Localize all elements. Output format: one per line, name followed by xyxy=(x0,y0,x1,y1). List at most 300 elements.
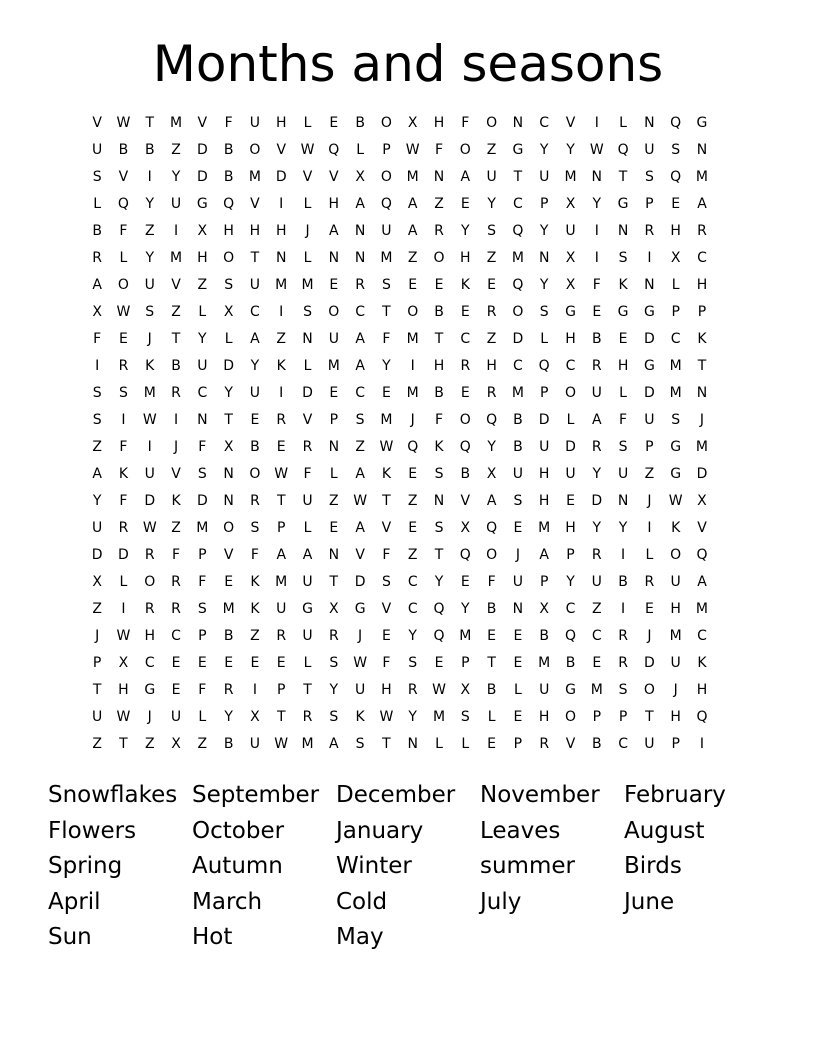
grid-cell[interactable]: S xyxy=(119,385,128,401)
grid-cell[interactable]: Z xyxy=(329,493,339,509)
grid-cell[interactable]: K xyxy=(355,709,365,725)
grid-cell[interactable]: P xyxy=(382,142,391,158)
grid-cell[interactable]: G xyxy=(643,358,655,374)
grid-cell[interactable]: I xyxy=(647,520,652,536)
grid-cell[interactable]: T xyxy=(119,736,128,752)
grid-cell[interactable]: U xyxy=(92,142,103,158)
grid-cell[interactable]: C xyxy=(144,655,155,671)
grid-cell[interactable]: H xyxy=(275,223,287,239)
grid-cell[interactable]: C xyxy=(618,736,628,752)
grid-cell[interactable]: U xyxy=(302,493,313,509)
grid-cell[interactable]: B xyxy=(223,736,234,752)
grid-cell[interactable]: G xyxy=(565,304,576,320)
grid-cell[interactable]: S xyxy=(644,169,654,185)
grid-cell[interactable]: F xyxy=(434,142,444,158)
grid-cell[interactable]: B xyxy=(591,331,602,347)
grid-cell[interactable]: C xyxy=(407,601,418,617)
grid-cell[interactable]: R xyxy=(434,223,444,239)
grid-cell[interactable]: K xyxy=(697,655,707,671)
grid-cell[interactable]: U xyxy=(92,709,103,725)
grid-cell[interactable]: C xyxy=(250,304,260,320)
grid-cell[interactable]: O xyxy=(249,466,261,482)
grid-cell[interactable]: A xyxy=(92,466,102,482)
grid-cell[interactable]: P xyxy=(645,439,654,455)
grid-cell[interactable]: W xyxy=(353,493,368,509)
grid-cell[interactable]: R xyxy=(644,223,655,239)
grid-cell[interactable]: F xyxy=(592,277,601,293)
grid-cell[interactable]: U xyxy=(249,277,261,293)
grid-cell[interactable]: H xyxy=(538,709,550,725)
grid-cell[interactable]: A xyxy=(407,223,418,239)
grid-cell[interactable]: R xyxy=(223,682,234,698)
grid-cell[interactable]: Q xyxy=(433,601,445,617)
grid-cell[interactable]: F xyxy=(250,547,259,563)
grid-cell[interactable]: U xyxy=(276,601,287,617)
grid-cell[interactable]: I xyxy=(594,115,599,131)
grid-cell[interactable]: X xyxy=(223,304,234,320)
grid-cell[interactable]: A xyxy=(250,331,260,347)
grid-cell[interactable]: M xyxy=(275,574,288,590)
grid-cell[interactable]: Z xyxy=(486,142,497,158)
grid-cell[interactable]: L xyxy=(119,250,128,266)
grid-cell[interactable]: R xyxy=(618,655,628,671)
grid-cell[interactable]: H xyxy=(223,223,234,239)
grid-cell[interactable]: Z xyxy=(486,250,497,266)
grid-cell[interactable]: R xyxy=(644,574,655,590)
grid-cell[interactable]: N xyxy=(197,412,208,428)
grid-cell[interactable]: N xyxy=(407,736,418,752)
grid-cell[interactable]: U xyxy=(539,169,550,185)
grid-cell[interactable]: D xyxy=(591,493,603,509)
grid-cell[interactable]: Y xyxy=(250,358,260,374)
grid-cell[interactable]: N xyxy=(223,466,234,482)
grid-cell[interactable]: L xyxy=(513,682,522,698)
grid-cell[interactable]: L xyxy=(224,331,233,347)
grid-cell[interactable]: M xyxy=(695,169,709,185)
grid-cell[interactable]: P xyxy=(539,385,549,401)
grid-cell[interactable]: P xyxy=(461,655,470,671)
grid-cell[interactable]: V xyxy=(250,196,260,212)
grid-cell[interactable]: T xyxy=(697,358,707,374)
grid-cell[interactable]: L xyxy=(619,385,627,401)
grid-cell[interactable]: Q xyxy=(670,115,682,131)
grid-cell[interactable]: A xyxy=(92,277,102,293)
grid-cell[interactable]: K xyxy=(118,466,129,482)
grid-cell[interactable]: D xyxy=(196,169,208,185)
grid-cell[interactable]: E xyxy=(513,520,523,536)
grid-cell[interactable]: W xyxy=(300,142,315,158)
grid-cell[interactable]: B xyxy=(486,682,497,698)
grid-cell[interactable]: B xyxy=(513,412,523,428)
grid-cell[interactable]: M xyxy=(143,385,156,401)
grid-cell[interactable]: J xyxy=(410,412,415,428)
grid-cell[interactable]: R xyxy=(591,358,602,374)
grid-cell[interactable]: O xyxy=(564,385,576,401)
grid-cell[interactable]: O xyxy=(512,304,524,320)
grid-cell[interactable]: X xyxy=(460,682,471,698)
grid-cell[interactable]: J xyxy=(305,223,310,239)
grid-cell[interactable]: W xyxy=(274,466,289,482)
grid-cell[interactable]: F xyxy=(224,115,233,131)
grid-cell[interactable]: R xyxy=(144,601,155,617)
grid-cell[interactable]: P xyxy=(513,736,523,752)
grid-cell[interactable]: S xyxy=(92,169,102,185)
grid-cell[interactable]: Z xyxy=(407,493,418,509)
grid-cell[interactable]: D xyxy=(275,169,287,185)
grid-cell[interactable]: N xyxy=(696,142,708,158)
grid-cell[interactable]: M xyxy=(196,520,209,536)
grid-cell[interactable]: U xyxy=(617,466,629,482)
grid-cell[interactable]: B xyxy=(565,655,576,671)
grid-cell[interactable]: Z xyxy=(171,142,181,158)
grid-cell[interactable]: K xyxy=(697,331,707,347)
grid-cell[interactable]: K xyxy=(434,439,444,455)
grid-cell[interactable]: N xyxy=(644,115,655,131)
grid-cell[interactable]: O xyxy=(223,520,235,536)
grid-cell[interactable]: G xyxy=(302,601,313,617)
grid-cell[interactable]: A xyxy=(355,196,365,212)
grid-cell[interactable]: X xyxy=(118,655,129,671)
grid-cell[interactable]: Z xyxy=(144,736,155,752)
grid-cell[interactable]: D xyxy=(144,493,156,509)
grid-cell[interactable]: R xyxy=(460,358,471,374)
grid-cell[interactable]: Y xyxy=(329,682,339,698)
grid-cell[interactable]: Q xyxy=(459,547,471,563)
grid-cell[interactable]: A xyxy=(592,412,602,428)
grid-cell[interactable]: Z xyxy=(407,250,418,266)
grid-cell[interactable]: X xyxy=(407,115,418,131)
grid-cell[interactable]: N xyxy=(354,250,366,266)
grid-cell[interactable]: K xyxy=(276,358,286,374)
grid-cell[interactable]: I xyxy=(594,250,599,266)
grid-cell[interactable]: W xyxy=(116,709,131,725)
grid-cell[interactable]: F xyxy=(172,547,181,563)
grid-cell[interactable]: W xyxy=(116,115,131,131)
grid-cell[interactable]: M xyxy=(380,250,393,266)
grid-cell[interactable]: X xyxy=(92,574,102,590)
grid-cell[interactable]: U xyxy=(249,115,261,131)
grid-cell[interactable]: F xyxy=(93,331,102,347)
grid-cell[interactable]: P xyxy=(198,628,207,644)
grid-cell[interactable]: Y xyxy=(224,385,233,401)
grid-cell[interactable]: L xyxy=(303,115,312,131)
grid-cell[interactable]: L xyxy=(435,736,443,752)
grid-cell[interactable]: E xyxy=(513,655,523,671)
grid-cell[interactable]: T xyxy=(171,331,181,347)
grid-cell[interactable]: N xyxy=(223,493,234,509)
grid-cell[interactable]: E xyxy=(329,277,339,293)
grid-cell[interactable]: D xyxy=(196,493,208,509)
grid-cell[interactable]: A xyxy=(302,547,313,563)
grid-cell[interactable]: X xyxy=(539,601,549,617)
grid-cell[interactable]: V xyxy=(381,520,392,536)
grid-cell[interactable]: O xyxy=(486,547,498,563)
grid-cell[interactable]: F xyxy=(619,412,628,428)
grid-cell[interactable]: P xyxy=(645,196,654,212)
grid-cell[interactable]: R xyxy=(407,682,418,698)
grid-cell[interactable]: N xyxy=(328,250,340,266)
grid-cell[interactable]: V xyxy=(171,277,181,293)
grid-cell[interactable]: A xyxy=(539,547,549,563)
grid-cell[interactable]: E xyxy=(250,412,260,428)
grid-cell[interactable]: Y xyxy=(566,142,575,158)
grid-cell[interactable]: M xyxy=(564,169,577,185)
grid-cell[interactable]: J xyxy=(699,412,705,428)
grid-cell[interactable]: A xyxy=(329,223,339,239)
grid-cell[interactable]: L xyxy=(93,196,102,212)
grid-cell[interactable]: X xyxy=(355,169,365,185)
grid-cell[interactable]: V xyxy=(565,736,576,752)
grid-cell[interactable]: D xyxy=(302,385,313,401)
grid-cell[interactable]: R xyxy=(591,439,602,455)
grid-cell[interactable]: N xyxy=(433,493,445,509)
grid-cell[interactable]: S xyxy=(618,439,628,455)
grid-cell[interactable]: M xyxy=(511,250,524,266)
grid-cell[interactable]: S xyxy=(92,385,102,401)
grid-cell[interactable]: F xyxy=(382,547,391,563)
grid-cell[interactable]: R xyxy=(118,520,129,536)
grid-cell[interactable]: E xyxy=(644,601,654,617)
grid-cell[interactable]: M xyxy=(669,628,682,644)
grid-cell[interactable]: V xyxy=(223,547,234,563)
grid-cell[interactable]: L xyxy=(566,412,575,428)
grid-cell[interactable]: I xyxy=(647,250,652,266)
grid-cell[interactable]: A xyxy=(355,520,365,536)
grid-cell[interactable]: X xyxy=(250,709,260,725)
grid-cell[interactable]: V xyxy=(197,115,208,131)
grid-cell[interactable]: N xyxy=(644,277,655,293)
grid-cell[interactable]: C xyxy=(407,574,418,590)
grid-cell[interactable]: B xyxy=(513,439,523,455)
grid-cell[interactable]: N xyxy=(275,250,287,266)
grid-cell[interactable]: Y xyxy=(461,223,470,239)
grid-cell[interactable]: U xyxy=(170,196,182,212)
grid-cell[interactable]: B xyxy=(223,169,234,185)
grid-cell[interactable]: N xyxy=(512,115,524,131)
grid-cell[interactable]: G xyxy=(354,601,366,617)
grid-cell[interactable]: M xyxy=(406,169,419,185)
grid-cell[interactable]: U xyxy=(512,466,524,482)
grid-cell[interactable]: E xyxy=(408,520,418,536)
grid-cell[interactable]: P xyxy=(618,709,628,725)
grid-cell[interactable]: B xyxy=(171,358,181,374)
grid-cell[interactable]: T xyxy=(513,169,523,185)
grid-cell[interactable]: R xyxy=(302,439,313,455)
grid-cell[interactable]: C xyxy=(697,250,707,266)
grid-cell[interactable]: Q xyxy=(670,169,682,185)
grid-cell[interactable]: J xyxy=(673,682,678,698)
grid-cell[interactable]: U xyxy=(249,736,261,752)
grid-cell[interactable]: I xyxy=(147,439,152,455)
grid-cell[interactable]: C xyxy=(355,304,365,320)
grid-cell[interactable]: M xyxy=(538,520,551,536)
grid-cell[interactable]: Y xyxy=(487,439,496,455)
grid-cell[interactable]: S xyxy=(329,709,339,725)
grid-cell[interactable]: I xyxy=(279,304,284,320)
grid-cell[interactable]: H xyxy=(670,601,681,617)
grid-cell[interactable]: F xyxy=(198,574,207,590)
grid-cell[interactable]: M xyxy=(406,331,419,347)
grid-cell[interactable]: I xyxy=(279,196,284,212)
grid-cell[interactable]: F xyxy=(461,115,470,131)
grid-cell[interactable]: B xyxy=(539,628,549,644)
grid-cell[interactable]: V xyxy=(118,169,129,185)
grid-cell[interactable]: T xyxy=(329,574,339,590)
grid-cell[interactable]: Y xyxy=(92,493,102,509)
grid-cell[interactable]: Z xyxy=(92,601,102,617)
grid-cell[interactable]: J xyxy=(647,628,652,644)
grid-cell[interactable]: P xyxy=(697,304,707,320)
grid-cell[interactable]: M xyxy=(169,115,183,131)
grid-cell[interactable]: D xyxy=(643,655,655,671)
grid-cell[interactable]: Y xyxy=(461,601,470,617)
grid-cell[interactable]: U xyxy=(328,331,339,347)
grid-cell[interactable]: F xyxy=(382,655,391,671)
grid-cell[interactable]: C xyxy=(670,331,681,347)
grid-cell[interactable]: G xyxy=(617,304,629,320)
grid-cell[interactable]: E xyxy=(460,574,470,590)
grid-cell[interactable]: U xyxy=(381,223,392,239)
grid-cell[interactable]: E xyxy=(434,277,444,293)
grid-cell[interactable]: F xyxy=(487,574,496,590)
grid-cell[interactable]: P xyxy=(592,709,602,725)
grid-cell[interactable]: S xyxy=(92,412,102,428)
grid-cell[interactable]: P xyxy=(671,304,680,320)
grid-cell[interactable]: W xyxy=(405,142,420,158)
grid-cell[interactable]: D xyxy=(118,547,129,563)
grid-cell[interactable]: O xyxy=(249,142,261,158)
grid-cell[interactable]: S xyxy=(250,520,260,536)
grid-cell[interactable]: Q xyxy=(486,412,498,428)
grid-cell[interactable]: Q xyxy=(486,520,498,536)
grid-cell[interactable]: O xyxy=(459,412,471,428)
grid-cell[interactable]: U xyxy=(644,412,655,428)
grid-cell[interactable]: K xyxy=(671,520,681,536)
grid-cell[interactable]: M xyxy=(459,628,472,644)
grid-cell[interactable]: D xyxy=(696,466,708,482)
grid-cell[interactable]: X xyxy=(329,601,339,617)
grid-cell[interactable]: W xyxy=(589,142,604,158)
grid-cell[interactable]: K xyxy=(145,358,155,374)
grid-cell[interactable]: M xyxy=(327,358,340,374)
grid-cell[interactable]: Z xyxy=(250,628,260,644)
grid-cell[interactable]: N xyxy=(328,547,340,563)
grid-cell[interactable]: O xyxy=(117,277,129,293)
grid-cell[interactable]: W xyxy=(668,493,683,509)
grid-cell[interactable]: F xyxy=(198,682,207,698)
grid-cell[interactable]: E xyxy=(513,709,523,725)
grid-cell[interactable]: M xyxy=(380,412,393,428)
grid-cell[interactable]: I xyxy=(173,223,179,239)
grid-cell[interactable]: V xyxy=(355,547,365,563)
grid-cell[interactable]: D xyxy=(354,574,366,590)
grid-cell[interactable]: B xyxy=(486,601,497,617)
grid-cell[interactable]: Z xyxy=(276,331,287,347)
grid-cell[interactable]: M xyxy=(538,655,551,671)
grid-cell[interactable]: M xyxy=(301,736,314,752)
grid-cell[interactable]: Q xyxy=(433,628,445,644)
grid-cell[interactable]: V xyxy=(460,493,471,509)
grid-cell[interactable]: H xyxy=(381,682,392,698)
grid-cell[interactable]: H xyxy=(670,709,681,725)
grid-cell[interactable]: H xyxy=(565,331,576,347)
grid-cell[interactable]: I xyxy=(699,736,705,752)
grid-cell[interactable]: P xyxy=(198,547,207,563)
grid-cell[interactable]: P xyxy=(539,196,549,212)
grid-cell[interactable]: T xyxy=(434,547,444,563)
grid-cell[interactable]: G xyxy=(696,115,708,131)
grid-cell[interactable]: B xyxy=(144,142,155,158)
grid-cell[interactable]: E xyxy=(329,385,339,401)
grid-cell[interactable]: Z xyxy=(407,547,418,563)
grid-cell[interactable]: E xyxy=(119,331,128,347)
grid-cell[interactable]: Q xyxy=(512,223,524,239)
grid-cell[interactable]: L xyxy=(303,520,312,536)
grid-cell[interactable]: K xyxy=(250,601,260,617)
grid-cell[interactable]: H xyxy=(538,466,550,482)
grid-cell[interactable]: U xyxy=(670,574,681,590)
grid-cell[interactable]: S xyxy=(197,601,207,617)
grid-cell[interactable]: X xyxy=(92,304,102,320)
grid-cell[interactable]: C xyxy=(539,115,550,131)
grid-cell[interactable]: O xyxy=(223,250,235,266)
grid-cell[interactable]: V xyxy=(565,115,576,131)
grid-cell[interactable]: Z xyxy=(644,466,655,482)
grid-cell[interactable]: V xyxy=(302,412,313,428)
grid-cell[interactable]: E xyxy=(513,628,523,644)
grid-cell[interactable]: M xyxy=(590,682,603,698)
grid-cell[interactable]: U xyxy=(197,358,208,374)
grid-cell[interactable]: U xyxy=(591,385,602,401)
grid-cell[interactable]: Y xyxy=(198,331,207,347)
grid-cell[interactable]: Q xyxy=(117,196,129,212)
grid-cell[interactable]: H xyxy=(460,250,471,266)
grid-cell[interactable]: O xyxy=(144,574,156,590)
grid-cell[interactable]: Z xyxy=(171,520,181,536)
grid-cell[interactable]: E xyxy=(171,655,181,671)
grid-cell[interactable]: T xyxy=(434,331,444,347)
grid-cell[interactable]: B xyxy=(460,466,471,482)
grid-cell[interactable]: V xyxy=(302,169,313,185)
grid-cell[interactable]: D xyxy=(196,142,208,158)
grid-cell[interactable]: W xyxy=(142,520,157,536)
grid-cell[interactable]: N xyxy=(696,385,708,401)
grid-cell[interactable]: A xyxy=(276,547,287,563)
grid-cell[interactable]: P xyxy=(329,412,339,428)
grid-cell[interactable]: Z xyxy=(171,304,181,320)
grid-cell[interactable]: L xyxy=(671,277,680,293)
grid-cell[interactable]: R xyxy=(171,385,181,401)
grid-cell[interactable]: E xyxy=(487,736,497,752)
grid-cell[interactable]: T xyxy=(145,115,155,131)
grid-cell[interactable]: Z xyxy=(197,736,208,752)
grid-cell[interactable]: R xyxy=(618,628,628,644)
grid-cell[interactable]: T xyxy=(382,493,391,509)
grid-cell[interactable]: S xyxy=(434,466,444,482)
grid-cell[interactable]: U xyxy=(565,466,576,482)
grid-cell[interactable]: B xyxy=(618,574,628,590)
grid-cell[interactable]: Q xyxy=(407,439,419,455)
grid-cell[interactable]: E xyxy=(592,655,602,671)
grid-cell[interactable]: U xyxy=(539,682,550,698)
grid-cell[interactable]: C xyxy=(591,628,602,644)
grid-cell[interactable]: R xyxy=(486,304,497,320)
grid-cell[interactable]: L xyxy=(303,655,312,671)
grid-cell[interactable]: N xyxy=(433,169,445,185)
grid-cell[interactable]: B xyxy=(355,115,365,131)
grid-cell[interactable]: U xyxy=(144,277,155,293)
grid-cell[interactable]: L xyxy=(119,574,128,590)
